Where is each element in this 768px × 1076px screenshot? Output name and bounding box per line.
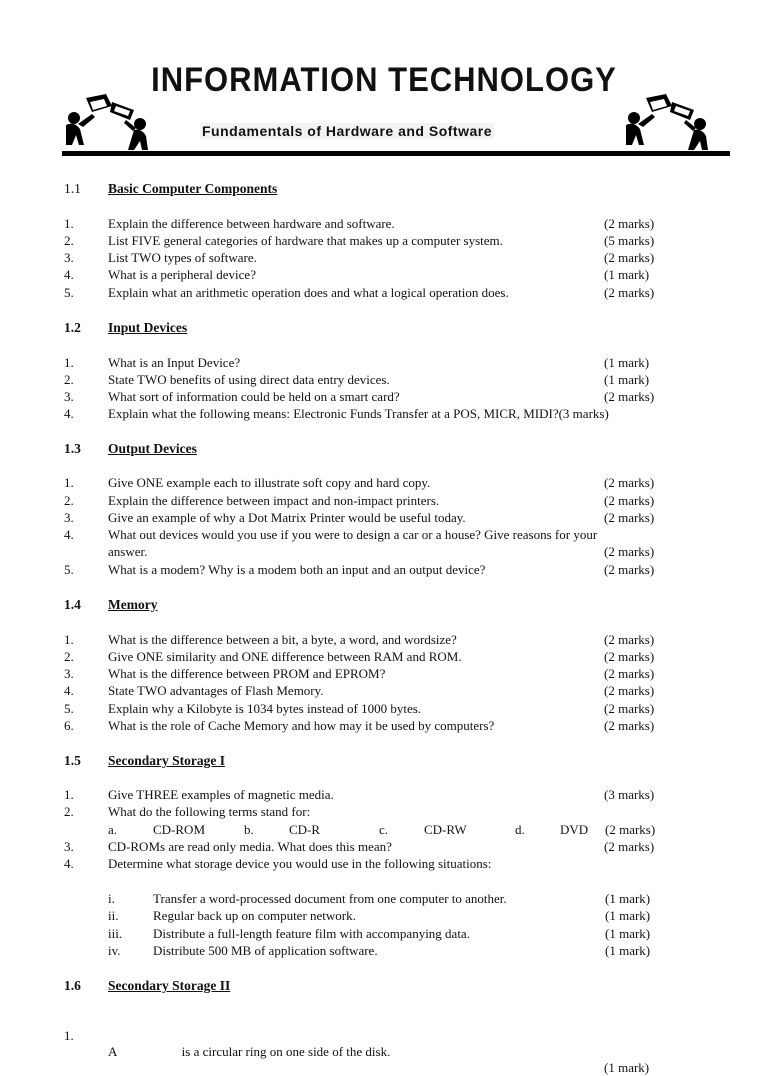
question-number: 1. [64,787,74,802]
question-marks: (2 marks) [604,562,655,577]
question-marks: (1 mark) [604,267,650,282]
question-text: State TWO benefits of using direct data entry devices. [108,372,390,387]
question-text: Give THREE examples of magnetic media. [108,787,334,802]
question-number: 4. [64,406,74,421]
question-text: Explain the difference between impact and non-impact printers. [108,493,440,508]
question-number: 4. [64,527,74,542]
question-marks: (2 marks) [604,718,655,733]
question-text: CD-ROMs are read only media. What does this mean? [108,839,392,854]
question-text: What sort of information could be held on a smart card? [108,389,400,404]
question-marks: (2 marks) [604,649,655,664]
question-marks: (2 marks) [604,285,655,300]
question-text: Give an example of why a Dot Matrix Printer would be useful today. [108,510,466,525]
situation-number: iii. [108,926,123,941]
clipart-right [620,92,720,152]
question-number: 1. [64,355,74,370]
question-text: Explain why a Kilobyte is 1034 bytes instead of 1000 bytes. [108,701,422,716]
question-marks: (3 marks) [604,787,655,802]
section-number: 1.2 [64,320,81,335]
section-number: 1.5 [64,753,81,768]
question-number: 5. [64,701,74,716]
question-number: 2. [64,372,74,387]
question-marks: (1 mark) [604,355,650,370]
situation-number: ii. [108,908,119,923]
situation-text: Distribute 500 MB of application software. [153,943,378,958]
question-marks: (2 marks) [604,666,655,681]
situation-text: Regular back up on computer network. [153,908,356,923]
question-number: 1. [64,216,74,231]
term-letter: d. [515,822,525,837]
situation-text: Transfer a word-processed document from one computer to another. [153,891,507,906]
question-text: Explain the difference between hardware and software. [108,216,395,231]
question-marks: (2 marks) [604,510,655,525]
question-number: 4. [64,856,74,871]
page-title: INFORMATION TECHNOLOGY [151,59,617,100]
question-text: What out devices would you use if you were to design a car or a house? Give reasons for your [108,527,598,542]
situation-marks: (1 mark) [605,943,651,958]
term-name: CD-ROM [153,822,206,837]
question-text: Give ONE example each to illustrate soft copy and hard copy. [108,475,431,490]
question-text: Explain what an arithmetic operation does and what a logical operation does. [108,285,509,300]
question-number: 1. [64,1028,74,1043]
question-number: 4. [64,267,74,282]
question-text: answer. [108,544,148,559]
question-number: 1. [64,632,74,647]
question-text: What is a modem? Why is a modem both an input and an output device? [108,562,486,577]
situation-marks: (1 mark) [605,908,651,923]
question-item [64,1012,730,1076]
page-subtitle: Fundamentals of Hardware and Software [202,123,492,139]
term-letter: c. [379,822,389,837]
question-text: List TWO types of software. [108,250,257,265]
question-text: State TWO advantages of Flash Memory. [108,683,324,698]
question-marks: (2 marks) [604,544,655,559]
section-title: Output Devices [108,441,197,456]
term-name: DVD [560,822,589,837]
header-rule [62,151,730,156]
section-title: Secondary Storage II [108,978,231,993]
question-marks: (2 marks) [604,250,655,265]
situation-number: i. [108,891,115,906]
section-title: Memory [108,597,158,612]
question-number: 6. [64,718,74,733]
situation-number: iv. [108,943,121,958]
question-number: 3. [64,389,74,404]
question-marks: (2 marks) [605,822,656,837]
section-number: 1.3 [64,441,81,456]
question-text: List FIVE general categories of hardware that makes up a computer system. [108,233,503,248]
question-marks: (2 marks) [604,389,655,404]
question-marks: (2 marks) [604,701,655,716]
question-text: What is the difference between PROM and EPROM? [108,666,386,681]
term-name: CD-R [289,822,321,837]
question-number: 2. [64,649,74,664]
question-text: Explain what the following means: Electronic Funds Transfer at a POS, MICR, MIDI?(3 marks) [108,406,609,421]
section-number: 1.4 [64,597,81,612]
section-title: Input Devices [108,320,188,335]
question-text: What is the difference between a bit, a byte, a word, and wordsize? [108,632,457,647]
question-text: What is the role of Cache Memory and how may it be used by computers? [108,718,495,733]
question-number: 3. [64,510,74,525]
question-number: 5. [64,285,74,300]
situation-text: Distribute a full-length feature film with accompanying data. [153,926,470,941]
question-number: 3. [64,839,74,854]
situation-marks: (1 mark) [605,891,651,906]
question-text: What do the following terms stand for: [108,804,311,819]
question-marks: (5 marks) [604,233,655,248]
section-title: Secondary Storage I [108,753,225,768]
question-marks: (2 marks) [604,632,655,647]
question-number: 2. [64,493,74,508]
question-text: What is an Input Device? [108,355,241,370]
question-text: A is a circular ring on one side of the disk. [108,1044,391,1059]
question-marks: (2 marks) [604,216,655,231]
question-marks: (1 mark) [604,372,650,387]
question-number: 3. [64,666,74,681]
situation-marks: (1 mark) [605,926,651,941]
term-letter: a. [108,822,118,837]
question-marks: (2 marks) [604,475,655,490]
question-number: 1. [64,475,74,490]
question-number: 2. [64,233,74,248]
question-text: Give ONE similarity and ONE difference between RAM and ROM. [108,649,462,664]
question-marks: (2 marks) [604,683,655,698]
question-marks: (1 mark) [604,1060,650,1075]
question-number: 3. [64,250,74,265]
section-title: Basic Computer Components [108,181,278,196]
question-number: 5. [64,562,74,577]
section-number: 1.1 [64,181,81,196]
term-name: CD-RW [424,822,467,837]
question-marks: (2 marks) [604,493,655,508]
question-marks: (2 marks) [604,839,655,854]
question-number: 2. [64,804,74,819]
question-number: 4. [64,683,74,698]
term-letter: b. [244,822,254,837]
question-text: What is a peripheral device? [108,267,256,282]
clipart-left [60,92,160,152]
question-text: Determine what storage device you would use in the following situations: [108,856,492,871]
section-number: 1.6 [64,978,81,993]
